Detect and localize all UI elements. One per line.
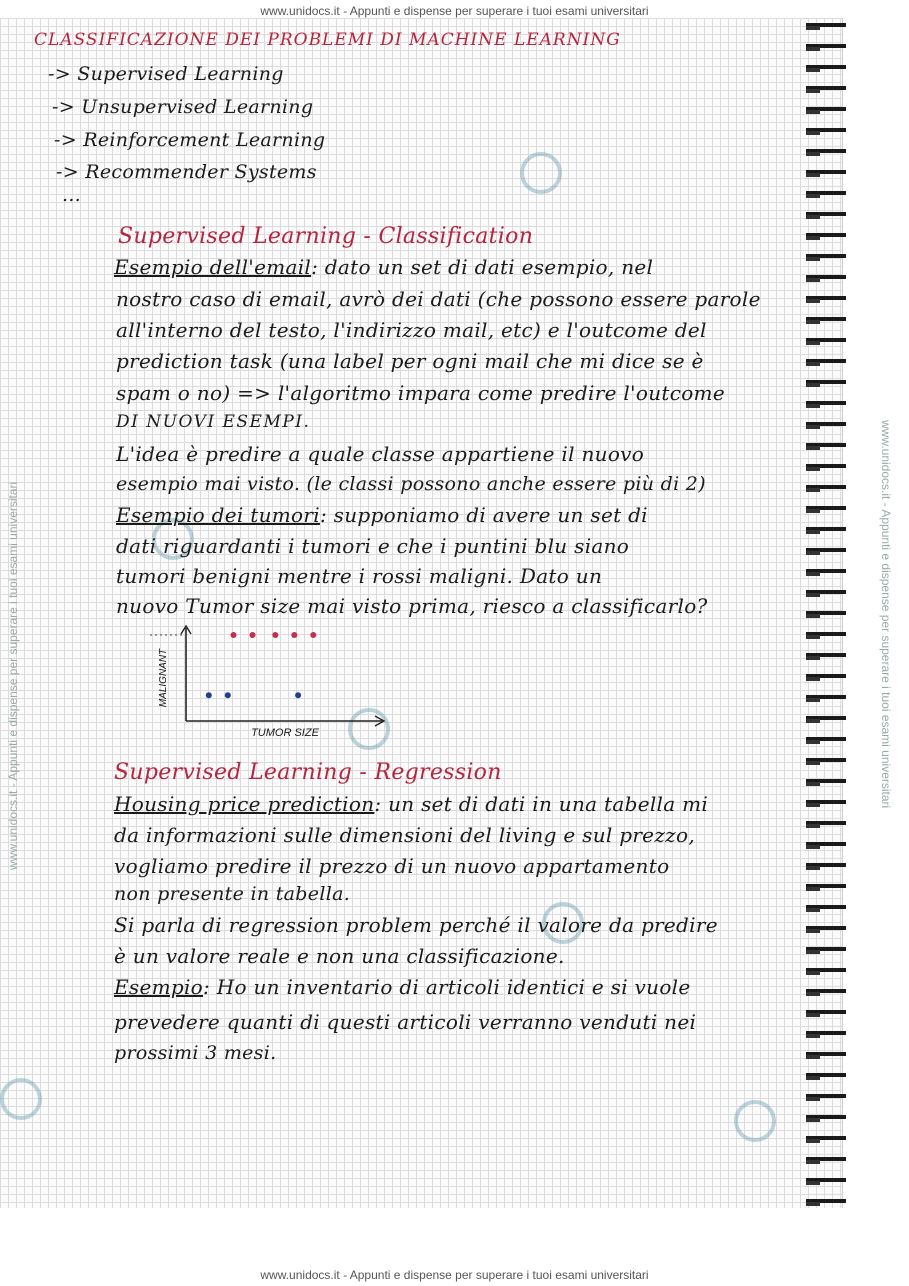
example-label: Esempio dei tumori: [116, 503, 320, 527]
text-line: vogliamo predire il prezzo di un nuovo appartamento: [114, 854, 670, 878]
text-line: [114, 975, 691, 999]
text-line: [114, 792, 708, 816]
tumor-scatter-chart: [150, 618, 390, 738]
watermark-logo-icon: [734, 1100, 776, 1142]
text-line: esempio mai visto. (le classi possono anche essere più di 2): [116, 473, 706, 495]
example-label: Esempio dell'email: [114, 255, 312, 279]
example-label: Esempio: [114, 975, 204, 999]
text-line: prevedere quanti di questi articoli verranno venduti nei: [114, 1010, 697, 1034]
text-line: dati riguardanti i tumori e che i puntini blu siano: [116, 534, 630, 558]
x-axis-label: TUMOR SIZE: [251, 727, 319, 739]
spiral-binding: [806, 14, 846, 1214]
list-item: -> Supervised Learning: [48, 63, 284, 85]
scatter-point-1-2: [295, 692, 301, 698]
scatter-point-0-4: [310, 632, 316, 638]
text-line: nostro caso di email, avrò dei dati (che possono essere parole: [116, 287, 761, 311]
text-line: DI NUOVI ESEMPI.: [116, 412, 311, 432]
watermark-header: www.unidocs.it - Appunti e dispense per superare i tuoi esami universitari: [260, 4, 649, 18]
text-line: è un valore reale e non una classificazione.: [114, 944, 565, 968]
list-item: ...: [62, 184, 82, 206]
page-title: CLASSIFICAZIONE DEI PROBLEMI DI MACHINE LEARNING: [34, 30, 621, 50]
watermark-footer: www.unidocs.it - Appunti e dispense per superare i tuoi esami universitari: [260, 1268, 649, 1282]
data-points: [206, 632, 316, 698]
text-line: spam o no) => l'algoritmo impara come predire l'outcome: [116, 381, 725, 405]
section-heading-regression: Supervised Learning - Regression: [114, 760, 502, 785]
text-line: non presente in tabella.: [114, 883, 351, 905]
text-line: tumori benigni mentre i rossi maligni. Dato un: [116, 564, 603, 588]
text-line: Si parla di regression problem perché il valore da predire: [114, 913, 718, 937]
example-text: : Ho un inventario di articoli identici e si vuole: [203, 975, 691, 999]
text-line: da informazioni sulle dimensioni del living e sul prezzo,: [114, 823, 695, 847]
side-watermark-left: www.unidocs.it - Appunti e dispense per superare i tuoi esami universitari: [6, 481, 20, 870]
text-line: prediction task (una label per ogni mail che mi dice se è: [116, 349, 704, 373]
list-item: -> Reinforcement Learning: [54, 129, 326, 151]
text-line: prossimi 3 mesi.: [114, 1042, 277, 1064]
scatter-point-1-1: [225, 692, 231, 698]
section-heading-classification: Supervised Learning - Classification: [118, 224, 534, 249]
side-watermark-right: www.unidocs.it - Appunti e dispense per superare i tuoi esami universitari: [879, 420, 893, 809]
text-line: L'idea è predire a quale classe appartiene il nuovo: [116, 442, 645, 466]
y-axis-label: MALIGNANT: [158, 648, 169, 708]
example-text: : dato un set di dati esempio, nel: [311, 255, 654, 279]
list-item: -> Unsupervised Learning: [52, 96, 314, 118]
watermark-logo-icon: [520, 152, 562, 194]
text-line: all'interno del testo, l'indirizzo mail, etc) e l'outcome del: [116, 318, 707, 342]
list-item: -> Recommender Systems: [56, 161, 317, 183]
text-line: nuovo Tumor size mai visto prima, riesco a classificarlo?: [116, 594, 708, 618]
scatter-point-1-0: [206, 692, 212, 698]
scatter-point-0-3: [291, 632, 297, 638]
scatter-point-0-1: [250, 632, 256, 638]
watermark-logo-icon: [0, 1078, 42, 1120]
text-line: [114, 255, 653, 279]
example-text: : supponiamo di avere un set di: [319, 503, 648, 527]
scatter-point-0-0: [231, 632, 237, 638]
text-line: [116, 503, 648, 527]
scatter-point-0-2: [272, 632, 278, 638]
example-label: Housing price prediction: [114, 792, 375, 816]
example-text: : un set di dati in una tabella mi: [374, 792, 709, 816]
